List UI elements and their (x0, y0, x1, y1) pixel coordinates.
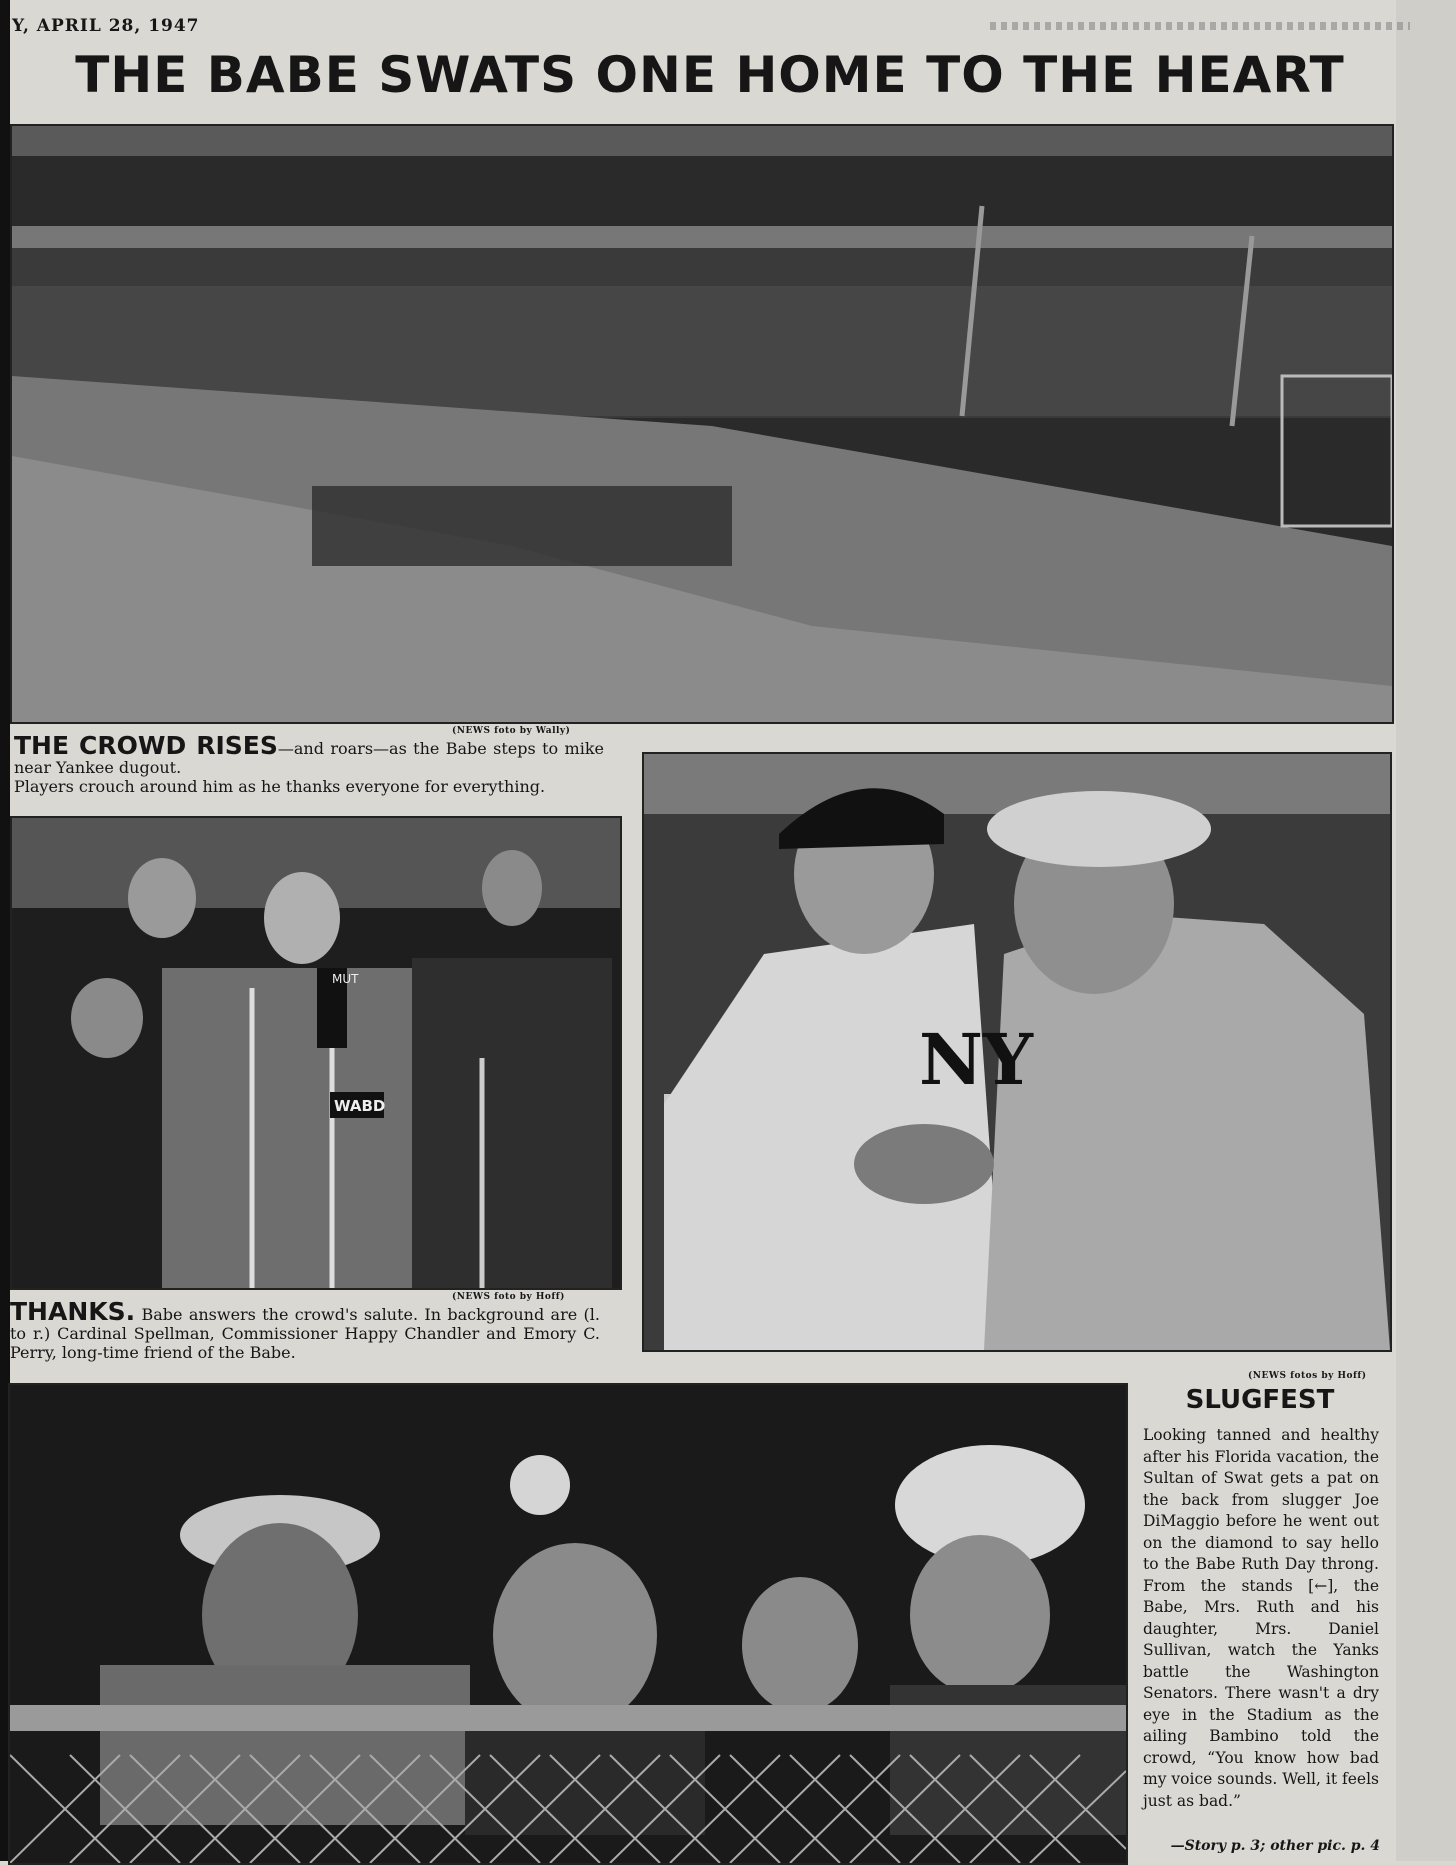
headline: THE BABE SWATS ONE HOME TO THE HEART (75, 46, 1345, 104)
photo-credit: (NEWS fotos by Hoff) (1248, 1371, 1367, 1381)
dimaggio-ruth-photo (642, 752, 1392, 1352)
slugfest-title: SLUGFEST (1185, 1385, 1335, 1415)
slugfest-body: Looking tanned and healthy after his Florida vacation, the Sultan of Swat gets a pat on the back from slugger Joe DiMaggio before he went out on the diamond to say hello to the Babe Ruth Day throng. From the stands [←], the Babe, Mrs. Ruth and his daughter, Mrs. Daniel Sullivan, watch the Yanks battle the Washington Senators. There wasn't a dry eye in the Stadium as the ailing Bambino told the crowd, “You know how bad my voice sounds. Well, it feels just as bad.” (1143, 1426, 1379, 1810)
thanks-photo (10, 816, 622, 1290)
caption-text-2: Players crouch around him as he thanks everyone for everything. (14, 777, 546, 796)
svg-text:NY: NY (919, 1018, 1033, 1101)
mic-label: WABD (334, 1097, 386, 1115)
caption-text: Babe answers the crowd's salute. In background are (l. to r.) Cardinal Spellman, Commissioner (10, 1305, 600, 1343)
photo-credit: (NEWS foto by Hoff) (452, 1292, 565, 1302)
stands-photo (8, 1383, 1128, 1865)
dateline: Y, APRIL 28, 1947 (12, 16, 200, 36)
caption-lead: THE CROWD RISES (14, 731, 278, 760)
story-reference: —Story p. 3; other pic. p. 4 (1170, 1838, 1380, 1854)
caption-lead: THANKS. (10, 1297, 136, 1326)
caption-text: —and roars—as the Babe steps to mike near Yankee dugout. (14, 739, 605, 777)
page-margin (1396, 0, 1456, 1861)
masthead-text-fragment (990, 22, 1410, 30)
caption-text-2: Happy Chandler and Emory C. Perry, long-time friend of the Babe. (10, 1324, 600, 1362)
mic-label: MUT (332, 972, 359, 986)
stadium-photo (10, 124, 1394, 724)
photo-credit: (NEWS foto by Wally) (452, 726, 571, 736)
